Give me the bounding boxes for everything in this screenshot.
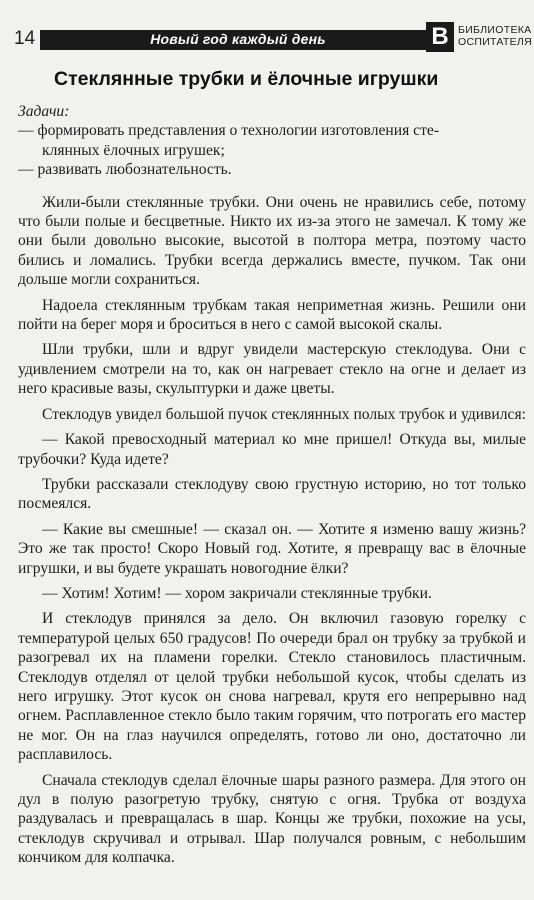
paragraph: Стеклодув увидел большой пучок стеклянных полых трубок и удивился: — [42, 405, 526, 423]
tasks-block — [18, 102, 526, 180]
series-name-line2: ОСПИТАТЕЛЯ — [458, 36, 532, 48]
running-title-bar — [40, 30, 436, 50]
task-item-continuation: клянных ёлочных игрушек; — [42, 141, 225, 159]
paragraph: Жили-были стеклянные трубки. Они очень не нравились себе, потому что были полые и бесцветные. Никто их из-за этого не замечал. К тому же они были довольно высокие, высотой в полтора метра, поэтому часто бились и ломались. Трубки всегда держались вместе, пучком. Так они дольше могли сохраниться. — [18, 193, 526, 289]
task-item: — формировать представления о технологии изготовления сте- — [18, 122, 440, 140]
paragraph: И стеклодув принялся за дело. Он включил газовую горелку с температурой целых 650 градусов! По очереди брал он трубку за трубкой и разогревал их на пламени горелки. Стекло становилось пластичным. Стеклодув отделял от целой трубки небольшой кусок, чтобы сделать из него игрушку. Этот кусок он снова нагревал, крутя его непрерывно над огнем. Расплавленное стекло было таким горячим, что потрогать его мастер не мог. Он на глаз научился определять, готово ли оно, достаточно ли расплавилось. — [18, 610, 526, 764]
article — [18, 66, 526, 874]
task-item: — развивать любознательность. — [18, 161, 232, 179]
paragraph: Сначала стеклодув сделал ёлочные шары разного размера. Для этого он дул в полую разогретую трубку, снятую с огня. Трубка от воздуха раздувалась и превращалась в шар. Концы же трубки, похожие на усы, стеклодув скручивал и отрывал. Шар получался ровным, с небольшим кончиком для колпачка. — [18, 771, 526, 867]
tasks-label: Задачи: — [18, 103, 70, 120]
paragraph: Шли трубки, шли и вдруг увидели мастерскую стеклодува. Они с удивлением смотрели на то, как он нагревает стекло на огне и делает из него красивые вазы, скульптурки и даже цветы. — [18, 341, 526, 398]
series-logo-icon: B — [426, 22, 454, 52]
article-body — [18, 193, 526, 868]
paragraph: — Какие вы смешные! — сказал он. — Хотите я изменю вашу жизнь? Это же так просто! Скоро Новый год. Хотите, я превращу вас в ёлочные игрушки, и вы будете украшать новогодние ёлки? — [18, 520, 526, 577]
paragraph: — Какой превосходный материал ко мне пришел! Откуда вы, милые трубочки? Куда идете? — [18, 431, 526, 468]
series-name-line1: БИБЛИОТЕКА — [458, 24, 532, 36]
page-header — [14, 22, 532, 56]
series-name — [458, 24, 534, 48]
article-title: Стеклянные трубки и ёлочные игрушки — [54, 68, 439, 90]
page-number: 14 — [14, 28, 36, 49]
running-title: Новый год каждый день — [150, 31, 326, 47]
paragraph: Трубки рассказали стеклодуву свою грустную историю, но тот только посмеялся. — [18, 475, 526, 513]
paragraph: Надоела стеклянным трубкам такая неприметная жизнь. Решили они пойти на берег моря и броситься в него с самой высокой скалы. — [18, 296, 526, 334]
paragraph: — Хотим! Хотим! — хором закричали стеклянные трубки. — [42, 584, 432, 602]
